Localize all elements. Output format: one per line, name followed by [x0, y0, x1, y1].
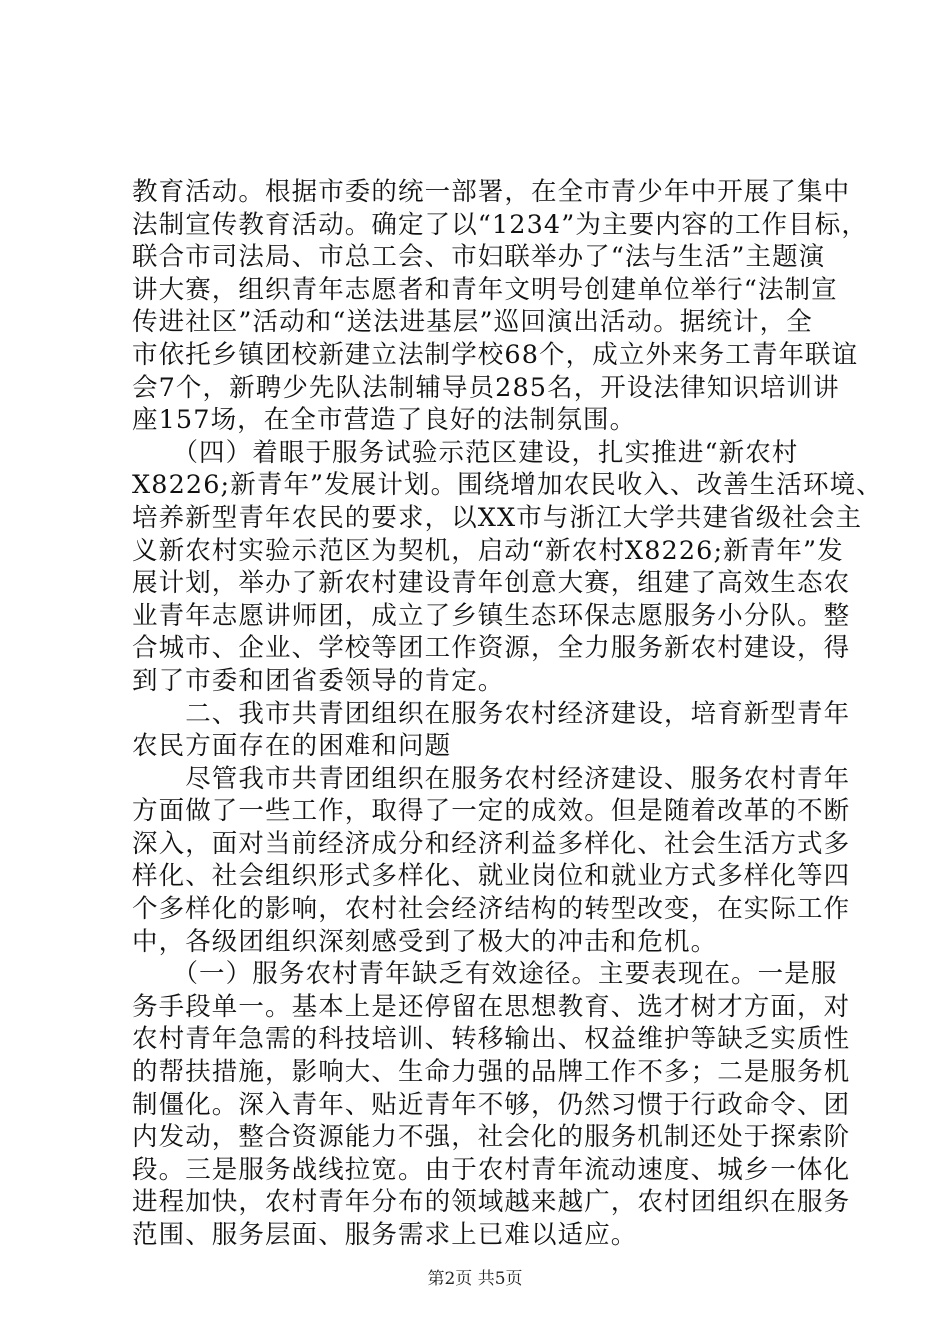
text-line: 培养新型青年农民的要求，以XX市与浙江大学共建省级社会主 — [132, 502, 863, 533]
text-line: 到了市委和团省委领导的肯定。 — [132, 665, 505, 696]
document-body — [132, 176, 883, 1252]
section-heading-line: 二、我市共青团组织在服务农村经济建设，培育新型青年 — [132, 698, 851, 729]
text-line: 市依托乡镇团校新建立法制学校68个，成立外来务工青年联谊 — [132, 339, 859, 370]
text-line: 方面做了一些工作，取得了一定的成效。但是随着改革的不断 — [132, 796, 851, 827]
page-number-footer: 第2页 共5页 — [427, 1269, 523, 1289]
text-line: 农村青年急需的科技培训、转移输出、权益维护等缺乏实质性 — [132, 1024, 851, 1055]
text-line: 内发动，整合资源能力不强，社会化的服务机制还处于探索阶 — [132, 1122, 851, 1153]
text-line: 座157场，在全市营造了良好的法制氛围。 — [132, 405, 637, 436]
text-line: 段。三是服务战线拉宽。由于农村青年流动速度、城乡一体化 — [132, 1154, 851, 1185]
text-line: 样化、社会组织形式多样化、就业岗位和就业方式多样化等四 — [132, 861, 851, 892]
text-line: 业青年志愿讲师团，成立了乡镇生态环保志愿服务小分队。整 — [132, 600, 851, 631]
text-line: 务手段单一。基本上是还停留在思想教育、选才树才方面，对 — [132, 991, 851, 1022]
text-line: 尽管我市共青团组织在服务农村经济建设、服务农村青年 — [132, 763, 851, 794]
text-line: 联合市司法局、市总工会、市妇联举办了“法与生活”主题演 — [132, 242, 826, 273]
text-line: 教育活动。根据市委的统一部署，在全市青少年中开展了集中 — [132, 177, 851, 207]
text-line: 制僵化。深入青年、贴近青年不够，仍然习惯于行政命令、团 — [132, 1089, 851, 1120]
text-line: 进程加快，农村青年分布的领域越来越广，农村团组织在服务 — [132, 1187, 851, 1218]
text-line: 讲大赛，组织青年志愿者和青年文明号创建单位举行“法制宣 — [132, 274, 838, 305]
text-line: 个多样化的影响，农村社会经济结构的转型改变，在实际工作 — [132, 894, 851, 925]
text-line: 的帮扶措施，影响大、生命力强的品牌工作不多；二是服务机 — [132, 1057, 851, 1088]
text-line: 中，各级团组织深刻感受到了极大的冲击和危机。 — [132, 926, 718, 957]
text-line: 法制宣传教育活动。确定了以“1234”为主要内容的工作目标， — [132, 209, 868, 240]
text-line: X8226;新青年”发展计划。围绕增加农民收入、改善生活环境、 — [132, 470, 883, 501]
text-line: 义新农村实验示范区为契机，启动“新农村X8226;新青年”发 — [132, 535, 844, 566]
text-line: 传进社区”活动和“送法进基层”巡回演出活动。据统计，全 — [132, 307, 813, 338]
text-line: 展计划，举办了新农村建设青年创意大赛，组建了高效生态农 — [132, 568, 851, 599]
section-heading-line: 农民方面存在的困难和问题 — [132, 731, 452, 762]
text-line: （四）着眼于服务试验示范区建设，扎实推进“新农村 — [132, 437, 799, 468]
text-line: 深入，面对当前经济成分和经济利益多样化、社会生活方式多 — [132, 828, 851, 859]
text-line: 范围、服务层面、服务需求上已难以适应。 — [132, 1220, 638, 1250]
text-line: （一）服务农村青年缺乏有效途径。主要表现在。一是服 — [132, 959, 838, 990]
text-line: 合城市、企业、学校等团工作资源，全力服务新农村建设，得 — [132, 633, 851, 664]
text-line: 会7个，新聘少先队法制辅导员285名，开设法律知识培训讲 — [132, 372, 840, 403]
